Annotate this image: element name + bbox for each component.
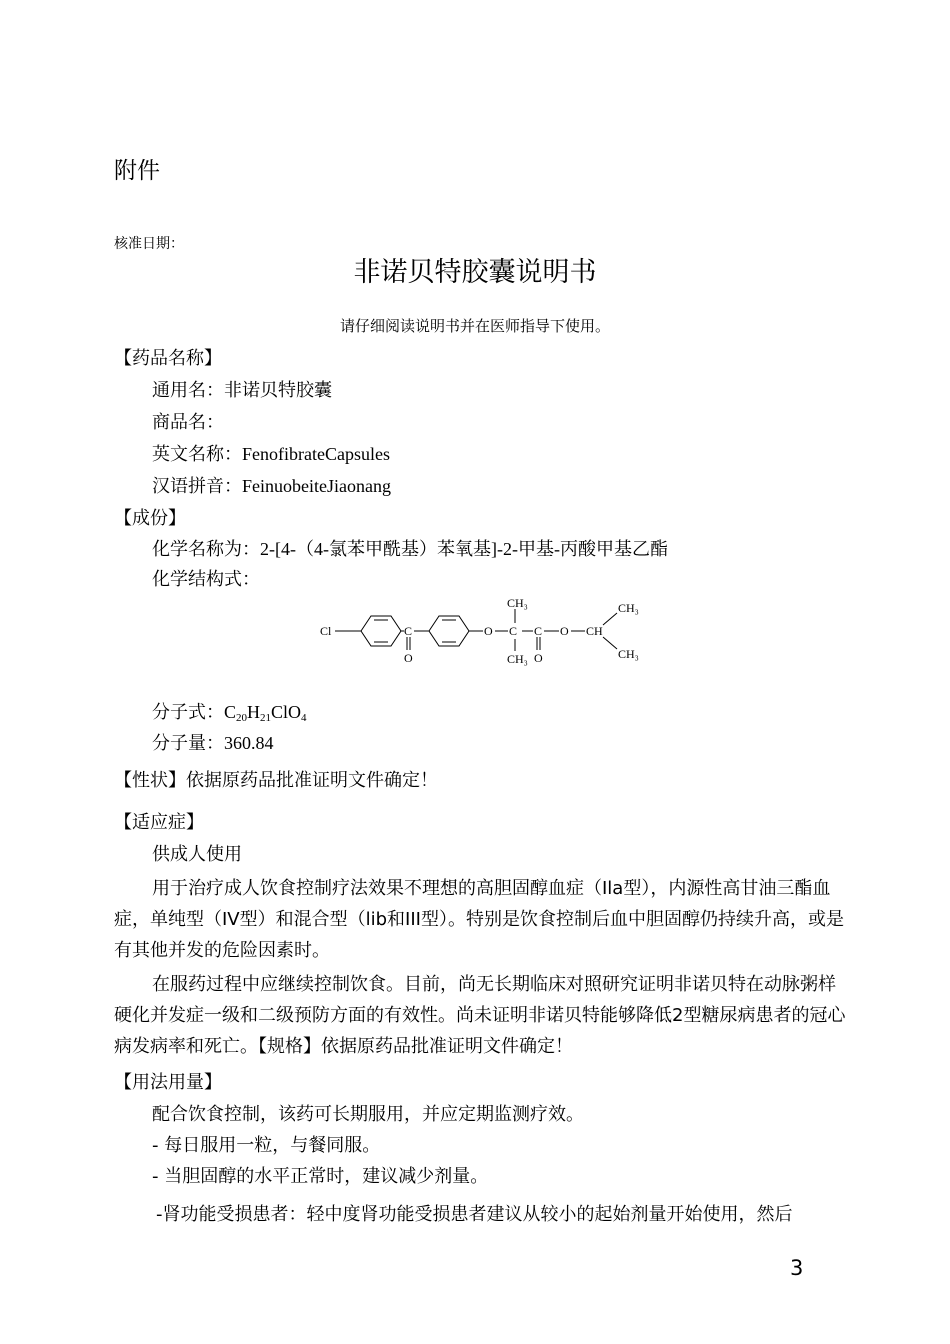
- section-indications-heading: 【适应症】: [114, 812, 204, 833]
- molecular-formula-label: 分子式：: [152, 702, 224, 723]
- molecular-weight-label: 分子量：: [152, 733, 224, 754]
- molecular-formula-value: $C_{20}H_{21}ClO_4$: [224, 702, 307, 724]
- methyl-right-2: CH₃: [618, 647, 639, 661]
- molecular-weight-row: [152, 729, 274, 755]
- indications-adult-use: 供成人使用: [152, 844, 242, 865]
- attachment-label: 附件: [114, 158, 160, 184]
- ester-oxygen: O: [560, 624, 569, 638]
- trade-name-label: 商品名：: [152, 412, 224, 433]
- generic-name-label: 通用名：: [152, 380, 224, 401]
- dosage-bullet-3: -肾功能受损患者：轻中度肾功能受损患者建议从较小的起始剂量开始使用，然后: [156, 1204, 793, 1225]
- section-drug-name-heading: 【药品名称】: [114, 348, 222, 369]
- approval-date-label: 核准日期：: [114, 236, 184, 252]
- molecular-weight-value: 360.84: [224, 733, 274, 753]
- dosage-bullet-1: - 每日服用一粒，与餐同服。: [152, 1135, 381, 1156]
- english-name-row: [152, 440, 390, 466]
- carbonyl-carbon-1: C: [404, 624, 413, 638]
- indications-paragraph-2: 在服药过程中应继续控制饮食。目前，尚无长期临床对照研究证明非诺贝特在动脉粥样硬化并发症一级和二级预防方面的有效性。尚未证明非诺贝特能够降低2型糖尿病患者的冠心病发病率和死亡。【规格】依据原药品批准证明文件确定！: [114, 974, 846, 1057]
- properties-text: 依据原药品批准证明文件确定！: [186, 770, 438, 791]
- english-name-label: 英文名称：: [152, 444, 242, 465]
- ether-oxygen: O: [484, 624, 493, 638]
- properties-row: [114, 766, 438, 792]
- document-title: 非诺贝特胶囊说明书: [353, 257, 597, 288]
- generic-name-row: [152, 376, 332, 402]
- chemical-structure-diagram: [315, 595, 655, 675]
- trade-name-row: [152, 408, 224, 434]
- chemical-name-value: 2-[4-（4-氯苯甲酰基）苯氧基]-2-甲基-丙酸甲基乙酯: [260, 539, 668, 559]
- carbonyl-oxygen-2: O: [534, 651, 543, 665]
- isopropyl-ch: CH: [586, 624, 603, 638]
- pinyin-name-label: 汉语拼音：: [152, 476, 242, 497]
- section-properties-heading: 【性状】: [114, 770, 186, 791]
- english-name-value: FenofibrateCapsules: [242, 444, 390, 464]
- pinyin-name-value: FeinuobeiteJiaonang: [242, 476, 391, 496]
- quaternary-carbon: C: [509, 624, 518, 638]
- methyl-right-1: CH₃: [618, 601, 639, 615]
- chemical-name-row: [152, 535, 668, 561]
- indications-paragraph-1: 用于治疗成人饮食控制疗法效果不理想的高胆固醇血症（Ila型），内源性高甘油三酯血症，单纯型（IV型）和混合型（lib和III型）。特别是饮食控制后血中胆固醇仍持续升高，或是有其他并发的危险因素时。: [114, 878, 844, 961]
- generic-name-value: 非诺贝特胶囊: [224, 380, 332, 401]
- chemical-name-label: 化学名称为：: [152, 539, 260, 560]
- structure-label: 化学结构式：: [152, 569, 260, 590]
- methyl-bottom: CH₃: [507, 652, 528, 666]
- dosage-line-1: 配合饮食控制，该药可长期服用，并应定期监测疗效。: [152, 1104, 584, 1125]
- usage-notice: 请仔细阅读说明书并在医师指导下使用。: [339, 317, 610, 335]
- molecular-formula-row: [152, 698, 307, 724]
- page-number: 3: [790, 1256, 804, 1280]
- methyl-top: CH₃: [507, 596, 528, 610]
- carbonyl-carbon-2: C: [534, 624, 543, 638]
- pinyin-name-row: [152, 472, 391, 498]
- dosage-bullet-2: - 当胆固醇的水平正常时，建议减少剂量。: [152, 1166, 489, 1187]
- section-composition-heading: 【成份】: [114, 508, 186, 529]
- section-dosage-heading: 【用法用量】: [114, 1072, 222, 1093]
- chlorine-atom: Cl: [320, 624, 332, 638]
- carbonyl-oxygen-1: O: [404, 651, 413, 665]
